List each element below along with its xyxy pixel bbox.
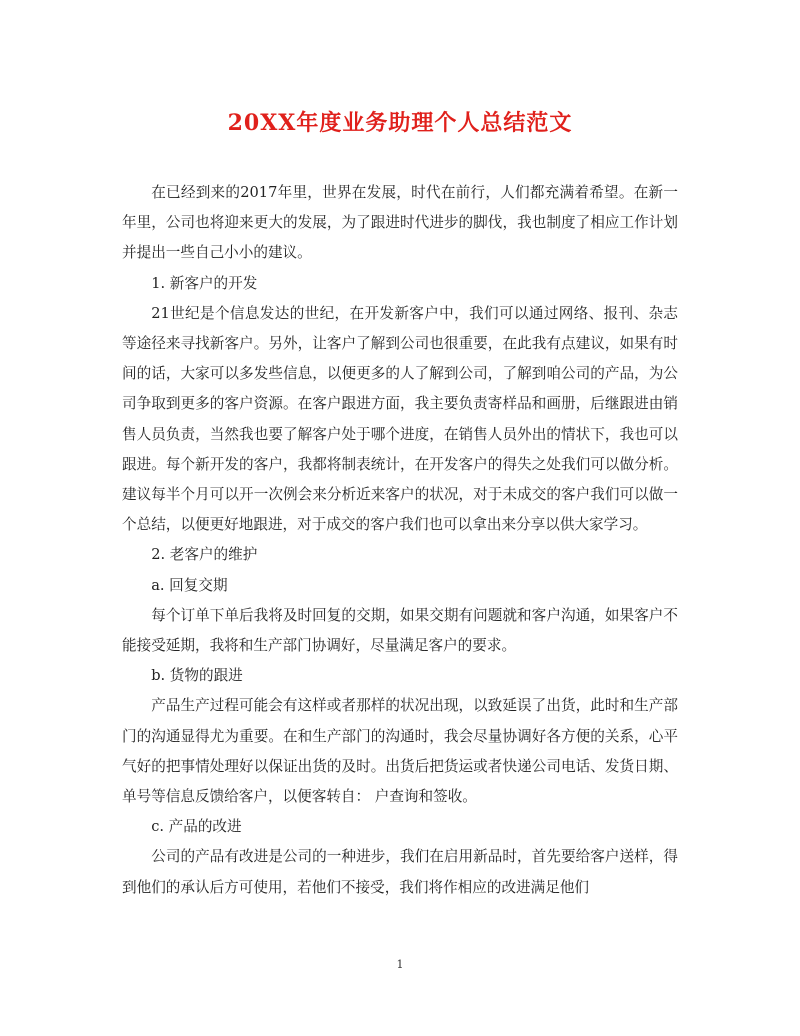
document-body <box>122 178 678 903</box>
page-number: 1 <box>396 958 404 971</box>
subheading-goods-follow-up: b. 货物的跟进 <box>151 667 243 685</box>
reply-delivery-paragraph: 每个订单下单后我将及时回复的交期，如果交期有问题就和客户沟通，如果客户不能接受延期，我将和生产部门协调好，尽量满足客户的要求。 <box>122 606 678 655</box>
subheading-product-improvement: c. 产品的改进 <box>151 818 242 836</box>
goods-follow-up-paragraph: 产品生产过程可能会有这样或者那样的状况出现，以致延误了出货，此时和生产部门的沟通显得尤为重要。在和生产部门的沟通时，我会尽量协调好各方便的关系，心平气好的把事情处理好以保证出货的及时。出货后把货运或者快递公司电话、发货日期、单号等信息反馈给客户，以便客转自： 户查询和签收。 <box>122 697 678 806</box>
section-heading-new-customers: 1. 新客户的开发 <box>151 274 258 292</box>
new-customers-paragraph: 21世纪是个信息发达的世纪，在开发新客户中，我们可以通过网络、报刊、杂志等途径来寻找新客户。另外，让客户了解到公司也很重要，在此我有点建议，如果有时间的话，大家可以多发些信息，以便更多的人了解到公司，了解到咱公司的产品，为公司争取到更多的客户资源。在客户跟进方面，我主要负责寄样品和画册，后继跟进由销售人员负责，当然我也要了解客户处于哪个进度，在销售人员外出的情状下，我也可以跟进。每个新开发的客户，我都将制表统计，在开发客户的得失之处我们可以做分析。建议每半个月可以开一次例会来分析近来客户的状况，对于未成交的客户我们可以做一个总结，以便更好地跟进，对于成交的客户我们也可以拿出来分享以供大家学习。 <box>122 304 678 534</box>
product-improvement-paragraph: 公司的产品有改进是公司的一种进步，我们在启用新品时，首先要给客户送样，得到他们的承认后方可使用，若他们不接受，我们将作相应的改进满足他们 <box>122 848 678 896</box>
section-heading-old-customers: 2. 老客户的维护 <box>151 546 258 564</box>
subheading-reply-delivery: a. 回复交期 <box>151 576 228 594</box>
intro-paragraph: 在已经到来的2017年里，世界在发展，时代在前行，人们都充满着希望。在新一年里，公司也将迎来更大的发展，为了跟进时代进步的脚伐，我也制度了相应工作计划并提出一些自己小小的建议。 <box>122 184 678 262</box>
document-title: 20XX年度业务助理个人总结范文 <box>227 110 573 136</box>
